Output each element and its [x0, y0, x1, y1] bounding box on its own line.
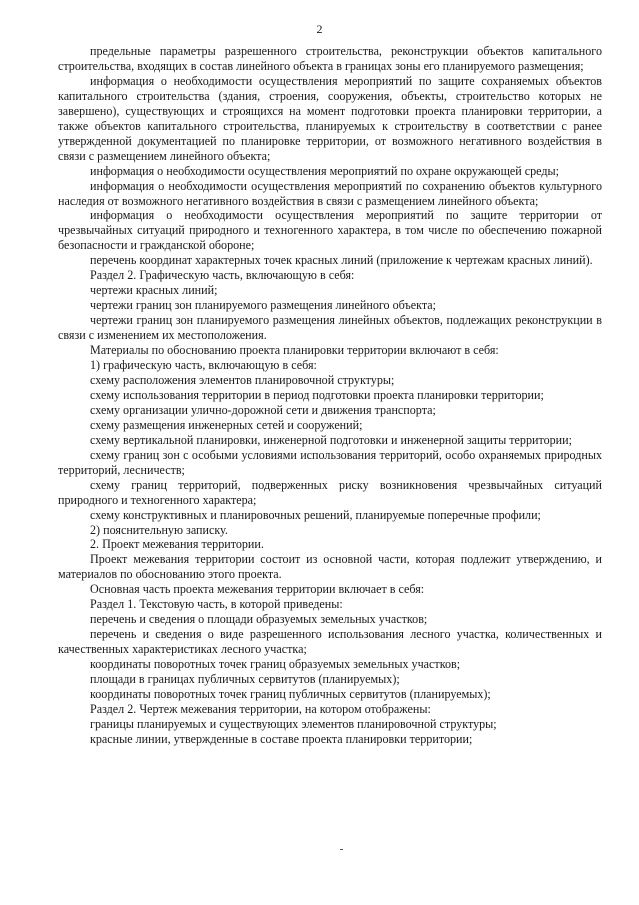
paragraph: координаты поворотных точек границ образуемых земельных участков;: [90, 657, 461, 672]
paragraph: чертежи границ зон планируемого размещения линейных объектов, подлежащих реконструкции в связи с изменением их местоположения.: [58, 313, 602, 343]
paragraph: красные линии, утвержденные в составе проекта планировки территории;: [90, 731, 473, 746]
paragraph: 1) графическую часть, включающую в себя:: [90, 358, 317, 373]
paragraph: Материалы по обоснованию проекта планировки территории включают в себя:: [90, 343, 499, 358]
paragraph: схему расположения элементов планировочной структуры;: [90, 372, 395, 387]
paragraph: информация о необходимости осуществления мероприятий по сохранению объектов культурного наследия от возможного негативного воздействия в связи с размещением линейного объекта;: [58, 178, 602, 208]
document-body: [58, 44, 602, 747]
paragraph: Раздел 2. Чертеж межевания территории, на котором отображены:: [90, 701, 431, 716]
paragraph: схему границ зон с особыми условиями использования территорий, особо охраняемых природных территорий, лесничеств;: [58, 447, 602, 477]
paragraph: Проект межевания территории состоит из основной части, которая подлежит утверждению, и материалов по обоснованию этого проекта.: [58, 552, 602, 582]
paragraph: схему конструктивных и планировочных решений, планируемые поперечные профили;: [90, 507, 541, 522]
page-number: 2: [316, 22, 323, 36]
paragraph: предельные параметры разрешенного строительства, реконструкции объектов капитального строительства, входящих в состав линейного объекта в границах зоны его планируемого размещения;: [58, 44, 602, 73]
paragraph: 2) пояснительную записку.: [90, 522, 228, 537]
paragraph: информация о необходимости осуществления мероприятий по защите территории от чрезвычайных ситуаций природного и техногенного характера, в том числе по обеспечению пожарной безопасности и гражданской обороне;: [58, 208, 602, 253]
paragraph: Раздел 2. Графическую часть, включающую в себя:: [90, 268, 355, 283]
paragraph: чертежи границ зон планируемого размещения линейного объекта;: [90, 298, 437, 313]
paragraph: информация о необходимости осуществления мероприятий по охране окружающей среды;: [90, 163, 560, 178]
scan-speck: [340, 849, 343, 850]
paragraph: схему организации улично-дорожной сети и движения транспорта;: [90, 402, 436, 417]
paragraph: Основная часть проекта межевания территории включает в себя:: [90, 582, 425, 597]
paragraph: схему использования территории в период подготовки проекта планировки территории;: [90, 387, 544, 402]
paragraph: координаты поворотных точек границ публичных сервитутов (планируемых);: [90, 686, 491, 701]
paragraph: Раздел 1. Текстовую часть, в которой приведены:: [90, 597, 343, 612]
paragraph: 2. Проект межевания территории.: [90, 537, 264, 552]
paragraph: перечень и сведения о площади образуемых земельных участков;: [90, 612, 428, 627]
paragraph: схему размещения инженерных сетей и сооружений;: [90, 417, 363, 432]
paragraph: схему границ территорий, подверженных риску возникновения чрезвычайных ситуаций природного и техногенного характера;: [58, 477, 602, 507]
paragraph: схему вертикальной планировки, инженерной подготовки и инженерной защиты территории;: [90, 432, 572, 447]
paragraph: чертежи красных линий;: [90, 283, 218, 298]
paragraph: информация о необходимости осуществления мероприятий по защите сохраняемых объектов капитального строительства (здания, строения, сооружения, объекты, строительство которых не завершено), существующих и строящихся на момент подготовки проекта планировки территории, а также объектов капитального строительства, планируемых к строительству в соответствии с ранее утвержденной документацией по планировке территории, от возможного негативного воздействия в связи с размещением линейного объекта;: [58, 73, 602, 163]
paragraph: границы планируемых и существующих элементов планировочной структуры;: [90, 716, 497, 731]
paragraph: перечень координат характерных точек красных линий (приложение к чертежам красных линий).: [90, 253, 593, 268]
paragraph: перечень и сведения о виде разрешенного использования лесного участка, количественных и качественных характеристиках лесного участка;: [58, 627, 602, 657]
paragraph: площади в границах публичных сервитутов (планируемых);: [90, 672, 400, 687]
